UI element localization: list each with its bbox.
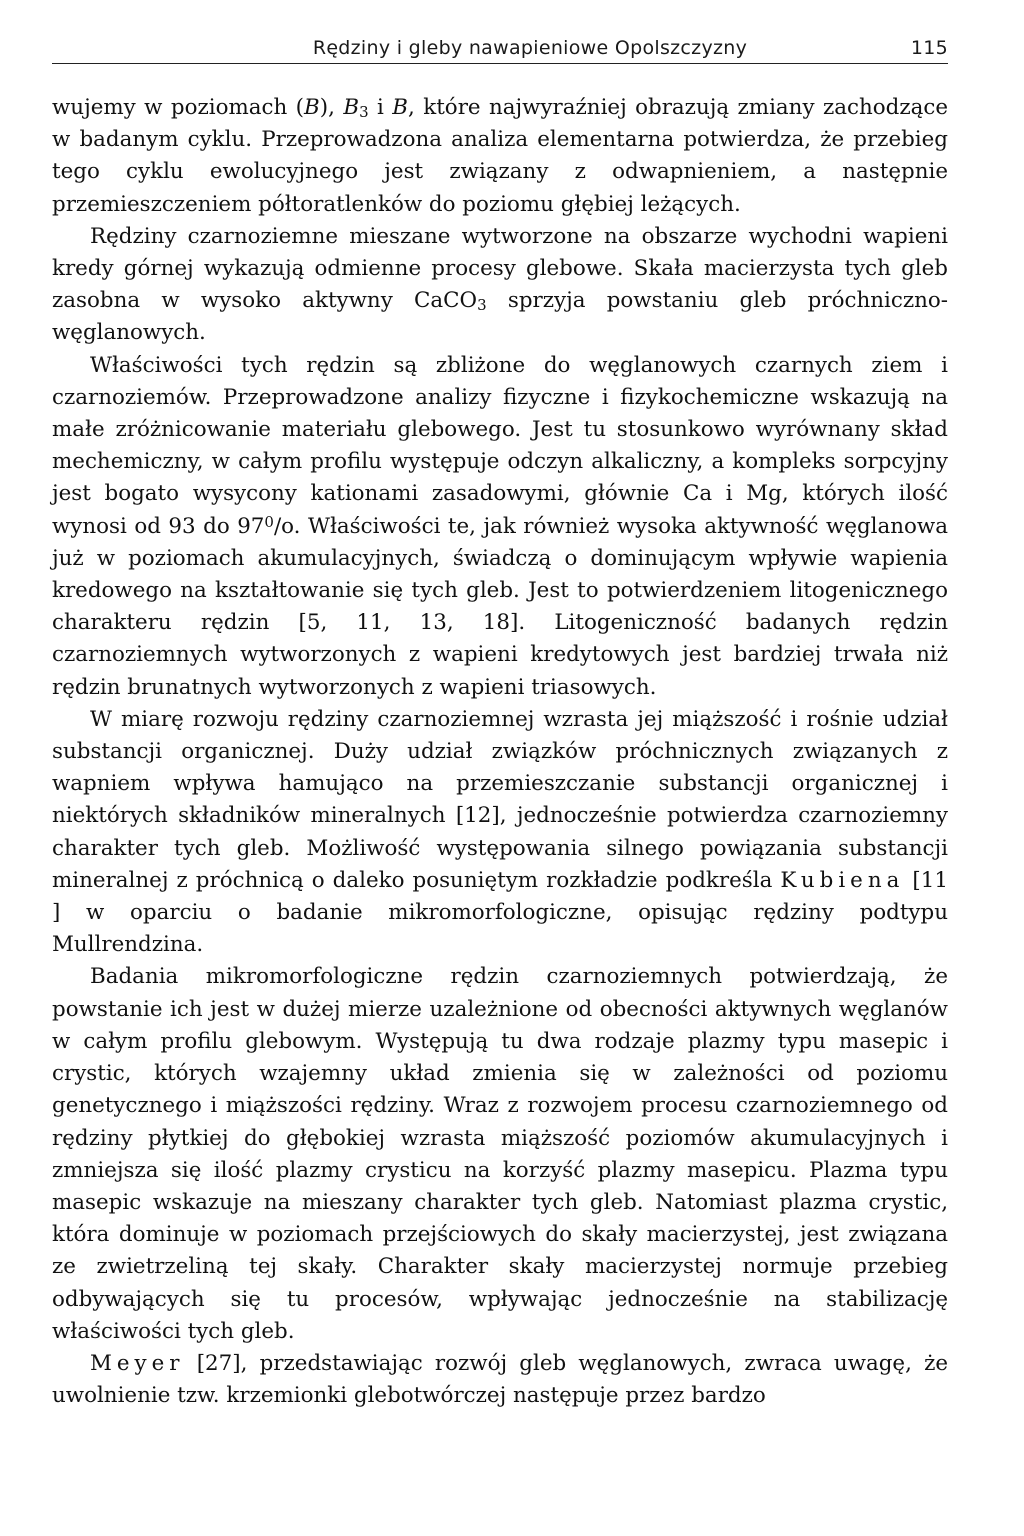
paragraph-1: wujemy w poziomach (B), $B_3$ i B, które najwyraźniej obrazują zmiany zachodzące w badanym cyklu. Przeprowadzona analiza elementarna potwierdza, że przebieg tego cyklu ewolucyjnego jest związany z odwapnieniem, a następnie przemieszczeniem półtoratlenków do poziomu głębiej leżących.	[52, 95, 948, 217]
paragraph-3: Właściwości tych rędzin są zbliżone do węglanowych czarnych ziem i czarnoziemów. Przeprowadzone analizy fizyczne i fizykochemiczne wskazują na małe zróżnicowanie materiału glebowego. Jest tu stosunkowo wyrównany skład mechemiczny, w całym profilu występuje odczyn alkaliczny, a kompleks sorpcyjny jest bogato wysycony kationami zasadowymi, głównie Ca i Mg, których ilość wynosi od 93 do $97^0/o$. Właściwości te, jak również wysoka aktywność węglanowa już w poziomach akumulacyjnych, świadczą o dominującym wpływie wapienia kredowego na kształtowanie się tych gleb. Jest to potwierdzeniem litogenicznego charakteru rędzin [5, 11, 13, 18]. Litogeniczność badanych rędzin czarnoziemnych wytworzonych z wapieni kredytowych jest bardziej trwała niż rędzin brunatnych wytworzonych z wapieni triasowych.	[52, 352, 948, 700]
running-title: Rędziny i gleby nawapieniowe Opolszczyzny	[312, 37, 748, 59]
paragraph-4: W miarę rozwoju rędziny czarnoziemnej wzrasta jej miąższość i rośnie udział substancji organicznej. Duży udział związków próchnicznych związanych z wapniem wpływa hamująco na przemieszczanie substancji organicznej i niektórych składników mineralnych [12], jednocześnie potwierdza czarnoziemny charakter tych gleb. Możliwość występowania silnego powiązania substancji mineralnej z próchnicą o daleko posuniętym rozkładzie podkreśla Kubiena [11 ] w oparciu o badanie mikromorfologiczne, opisując rędziny podtypu Mullrendzina.	[52, 706, 948, 958]
paragraph-5: Badania mikromorfologiczne rędzin czarnoziemnych potwierdzają, że powstanie ich jest w dużej mierze uzależnione od obecności aktywnych węglanów w całym profilu glebowym. Występują tu dwa rodzaje plazmy typu masepic i crystic, których wzajemny układ zmienia się w zależności od poziomu genetycznego i miąższości rędziny. Wraz z rozwojem procesu czarnoziemnego od rędziny płytkiej do głębokiej wzrasta miąższość poziomów akumulacyjnych i zmniejsza się ilość plazmy crysticu na korzyść plazmy masepicu. Plazma typu masepic wskazuje na mieszany charakter tych gleb. Natomiast plazma crystic, która dominuje w poziomach przejściowych do skały macierzystej, jest związana ze zwietrzeliną tej skały. Charakter skały macierzystej normuje przebieg odbywających się tu procesów, wpływając jednocześnie na stabilizację właściwości tych gleb.	[52, 964, 948, 1344]
body-text	[52, 92, 948, 1412]
running-head	[52, 28, 948, 64]
author-name-kubiena: Kubiena	[780, 867, 905, 893]
author-name-meyer: Meyer	[90, 1350, 185, 1376]
paragraph-6: Meyer [27], przedstawiając rozwój gleb węglanowych, zwraca uwagę, że uwolnienie tzw. krzemionki glebotwórczej następuje przez bardzo	[52, 1350, 948, 1409]
page	[52, 28, 948, 1412]
page-number: 115	[910, 37, 948, 59]
paragraph-2: Rędziny czarnoziemne mieszane wytworzone na obszarze wychodni wapieni kredy górnej wykazują odmienne procesy glebowe. Skała macierzysta tych gleb zasobna w wysoko aktywny CaCO$_3$ sprzyja powstaniu gleb próchniczno-węglanowych.	[52, 223, 948, 346]
